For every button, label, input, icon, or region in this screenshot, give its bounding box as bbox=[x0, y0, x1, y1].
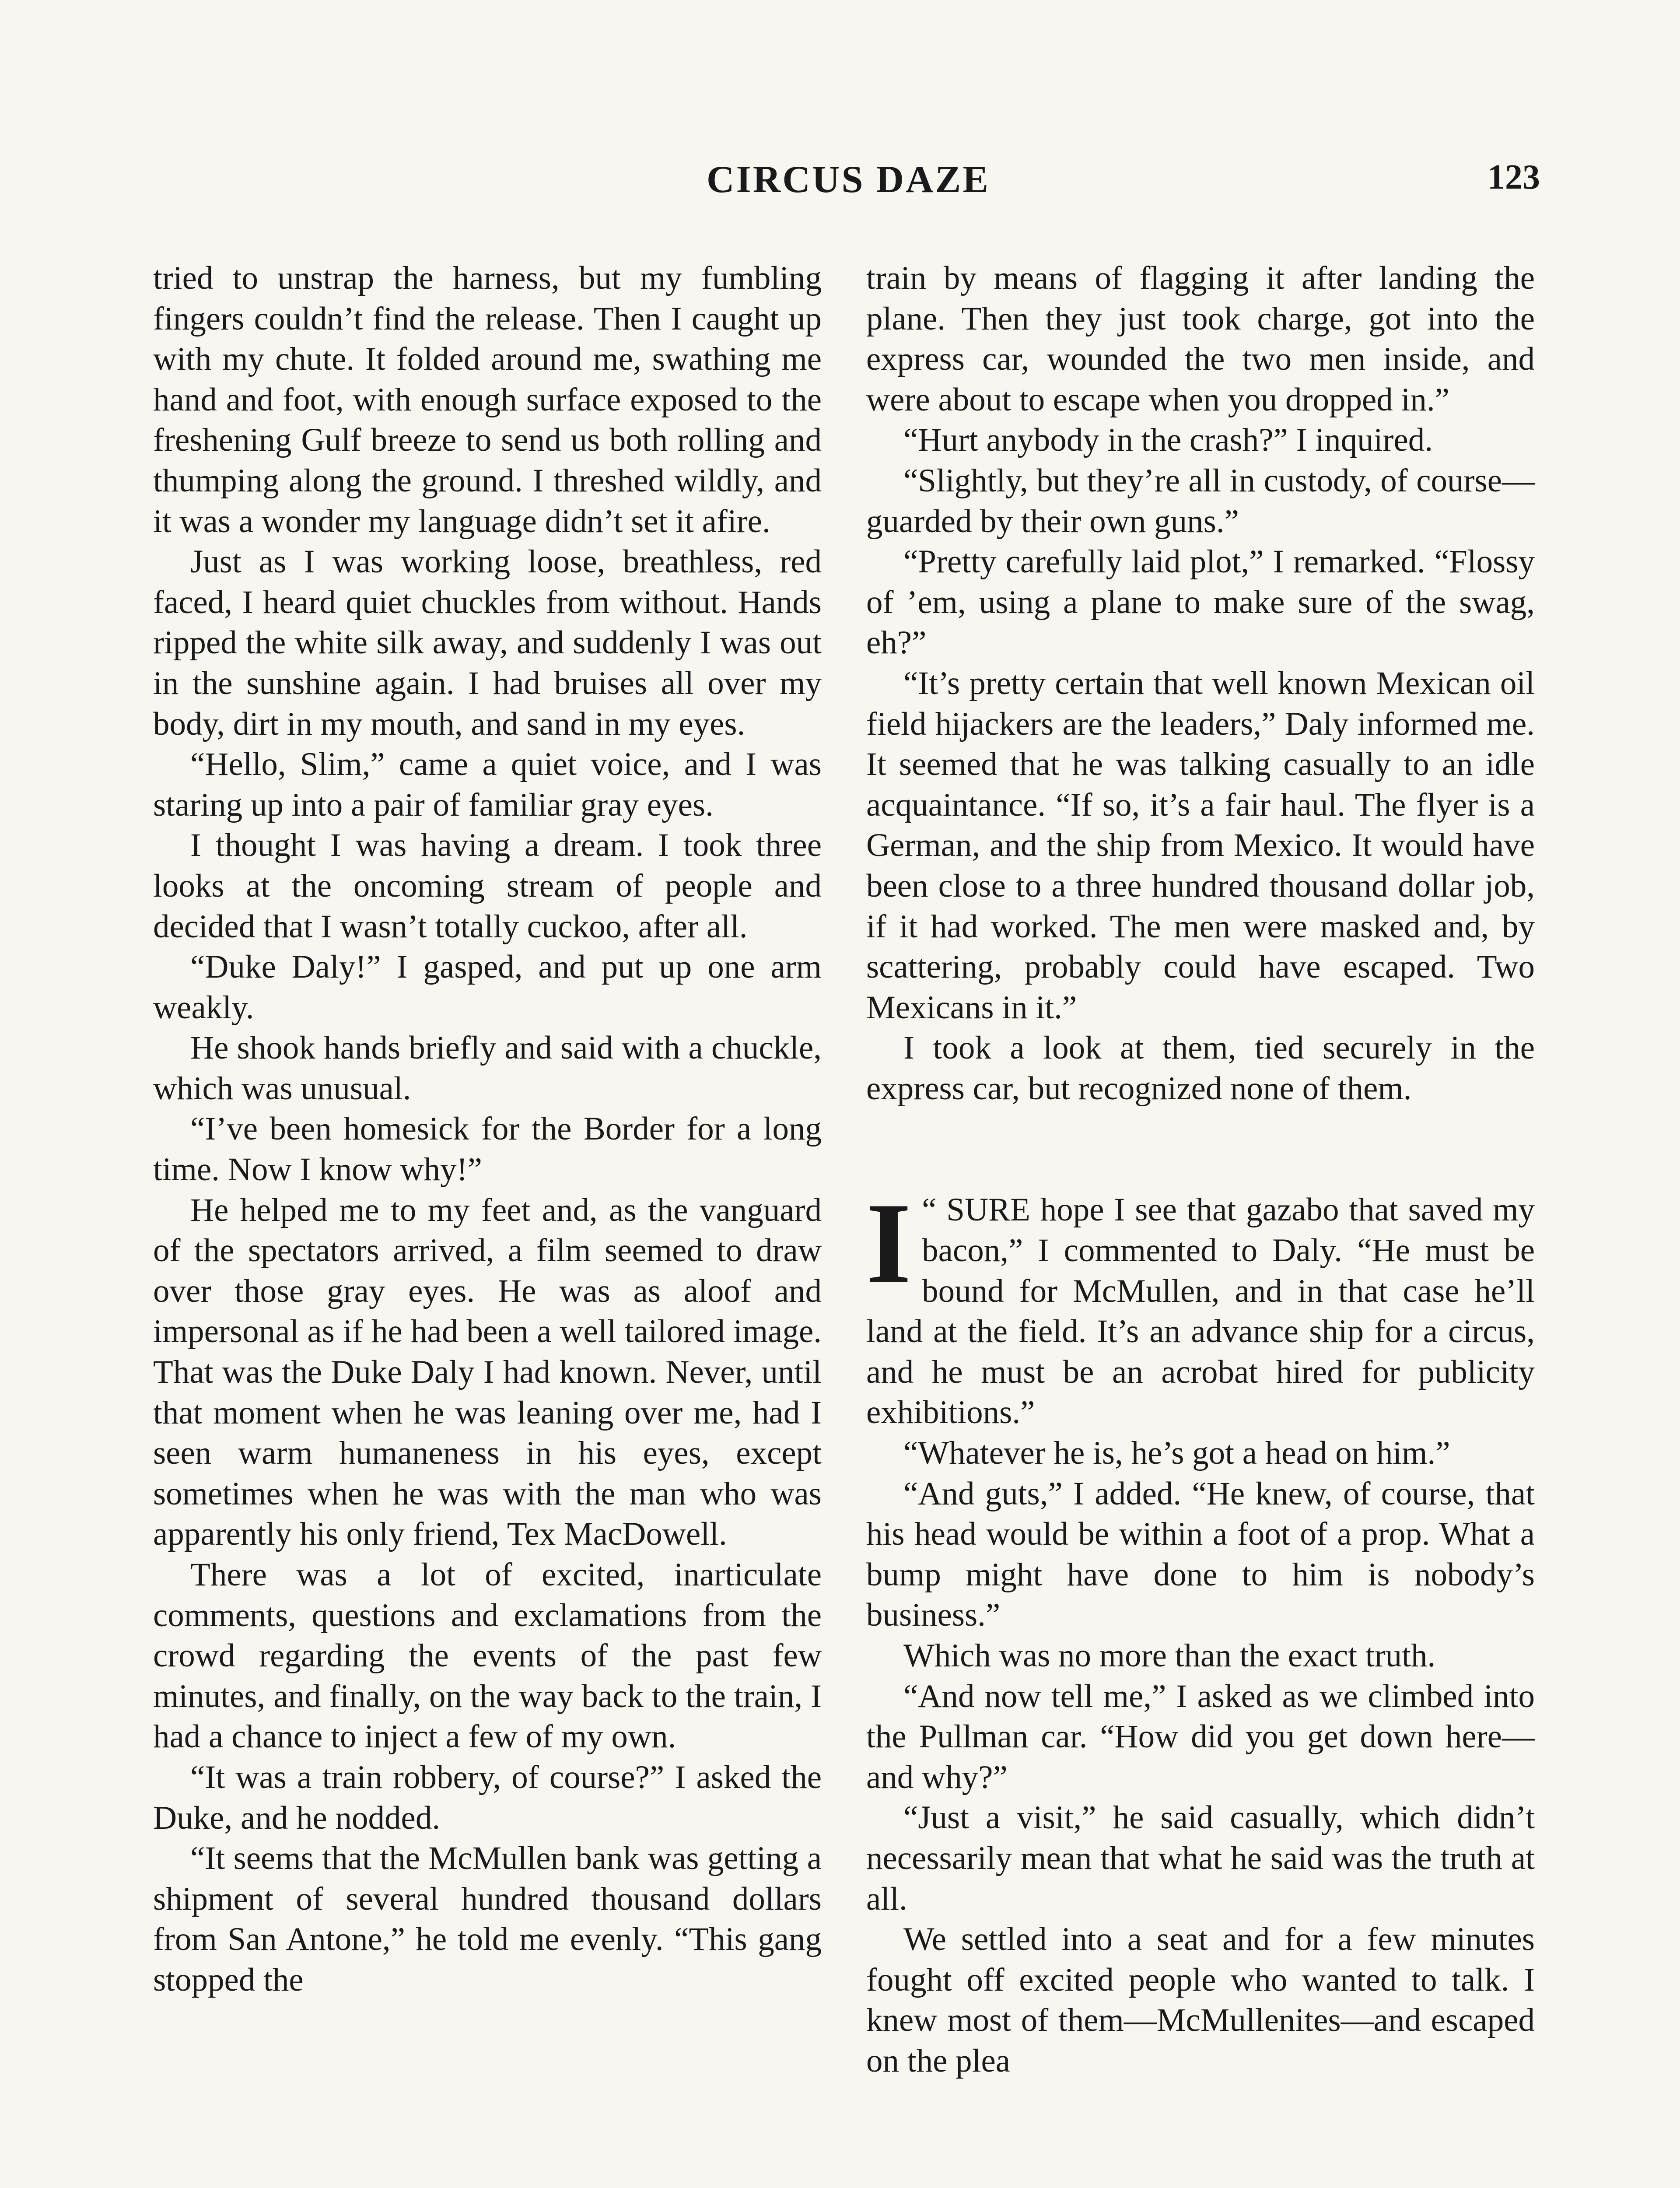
paragraph: I took a look at them, tied securely in the express car, but recognized none of them. bbox=[866, 1030, 1535, 1107]
paragraph: “It was a train robbery, of course?” I asked the Duke, and he nodded. bbox=[153, 1759, 822, 1836]
paragraph: “Pretty carefully laid plot,” I remarked. “Flossy of ’em, using a plane to make sure of the swag, eh?” bbox=[866, 543, 1535, 661]
page-number: 123 bbox=[1488, 158, 1540, 196]
section-break bbox=[866, 1109, 1535, 1190]
paragraph: “It’s pretty certain that well known Mexican oil field hijackers are the leaders,” Daly informed me. It seemed that he was talking casually to an idle acquaintance. “If so, it’s a fair haul. The flyer is a German, and the ship from Mexico. It would have been close to a three hundred thousand dollar job, if it had worked. The men were masked and, by scattering, probably could have escaped. Two Mexicans in it.” bbox=[866, 665, 1535, 1026]
paragraph: He shook hands briefly and said with a chuckle, which was unusual. bbox=[153, 1030, 822, 1107]
paragraph: “Whatever he is, he’s got a head on him.” bbox=[903, 1435, 1450, 1472]
dropcap-paragraph bbox=[866, 1179, 1535, 1433]
paragraph: “And now tell me,” I asked as we climbed into the Pullman car. “How did you get down here—and why?” bbox=[866, 1678, 1535, 1795]
page-header bbox=[0, 158, 1680, 206]
paragraph: “Duke Daly!” I gasped, and put up one arm weakly. bbox=[153, 949, 822, 1026]
paragraph: “I’ve been homesick for the Border for a long time. Now I know why!” bbox=[153, 1111, 822, 1188]
paragraph: There was a lot of excited, inarticulate comments, questions and exclamations from the crowd regarding the events of the past few minutes, and finally, on the way back to the train, I had a chance to inject a few of my own. bbox=[153, 1557, 822, 1755]
paragraph: “Hello, Slim,” came a quiet voice, and I was staring up into a pair of familiar gray eyes. bbox=[153, 746, 822, 823]
paragraph: Just as I was working loose, breathless, red faced, I heard quiet chuckles from without. Hands ripped the white silk away, and suddenly I was out in the sunshine again. I had bruises all over my body, dirt in my mouth, and sand in my eyes. bbox=[153, 543, 822, 742]
dropcap-open-quote: “ bbox=[922, 1192, 937, 1228]
paragraph: Which was no more than the exact truth. bbox=[903, 1637, 1436, 1674]
paragraph: “Just a visit,” he said casually, which didn’t necessarily mean that what he said was the truth at all. bbox=[866, 1799, 1535, 1917]
dropcap-rest: SURE hope I see that gazabo that saved my bacon,” I commented to Daly. “He must be bound for McMullen, and in that case he’ll land at the field. It’s an advance ship for a circus, and he must be an acrobat hired for publicity exhibitions.” bbox=[866, 1192, 1535, 1431]
paragraph: “Slightly, but they’re all in custody, of course—guarded by their own guns.” bbox=[866, 462, 1535, 540]
paragraph: I thought I was having a dream. I took three looks at the oncoming stream of people and decided that I wasn’t totally cuckoo, after all. bbox=[153, 827, 822, 945]
paragraph: tried to unstrap the harness, but my fumbling fingers couldn’t find the release. Then I caught up with my chute. It folded around me, swathing me hand and foot, with enough surface exposed to the freshening Gulf breeze to send us both rolling and thumping along the ground. I threshed wildly, and it was a wonder my language didn’t set it afire. bbox=[153, 260, 822, 540]
paragraph: We settled into a seat and for a few minutes fought off excited people who wanted to talk. I knew most of them—McMullenites—and escaped on the plea bbox=[866, 1921, 1535, 2079]
running-title: CIRCUS DAZE bbox=[707, 158, 990, 201]
paragraph: “Hurt anybody in the crash?” I inquired. bbox=[903, 422, 1433, 459]
right-column bbox=[866, 258, 1535, 2082]
left-column bbox=[153, 258, 822, 2001]
paragraph: “It seems that the McMullen bank was getting a shipment of several hundred thousand dollars from San Antone,” he told me evenly. “This gang stopped the bbox=[153, 1840, 822, 1998]
paragraph: “And guts,” I added. “He knew, of course, that his head would be within a foot of a prop. What a bump might have done to him is nobody’s business.” bbox=[866, 1475, 1535, 1634]
paragraph: He helped me to my feet and, as the vanguard of the spectators arrived, a film seemed to draw over those gray eyes. He was as aloof and impersonal as if he had been a well tailored image. That was the Duke Daly I had known. Never, until that moment when he was leaning over me, had I seen warm humaneness in his eyes, except sometimes when he was with the man who was apparently his only friend, Tex MacDowell. bbox=[153, 1192, 822, 1553]
paragraph: train by means of flagging it after landing the plane. Then they just took charge, got into the express car, wounded the two men inside, and were about to escape when you dropped in.” bbox=[866, 260, 1535, 418]
dropcap-letter: I bbox=[866, 1179, 912, 1308]
